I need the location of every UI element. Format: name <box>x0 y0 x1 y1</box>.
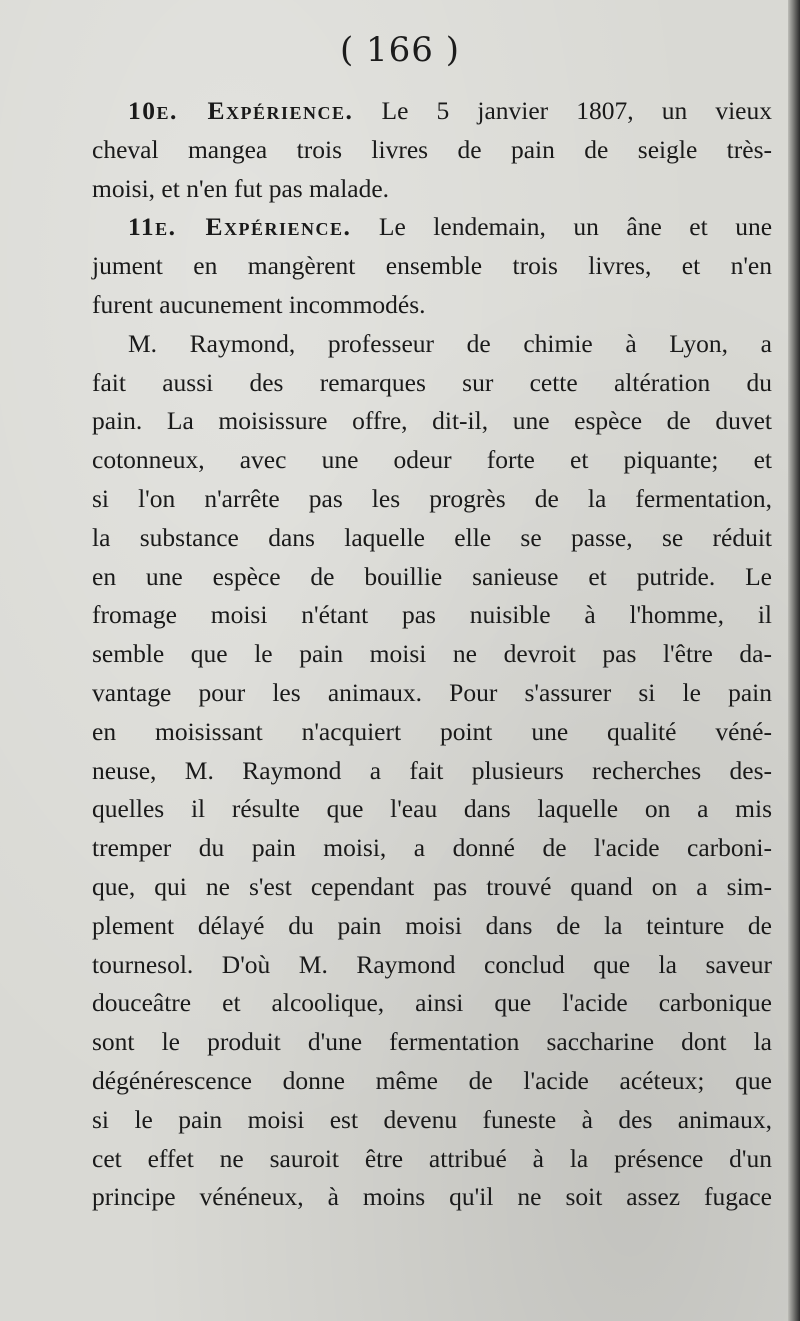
text-line: M. Raymond, professeur de chimie à Lyon, a <box>128 328 772 358</box>
page-number: ( 166 ) <box>339 30 461 70</box>
experiment-label: 10e. Expérience. <box>128 96 354 125</box>
text-line: en une espèce de bouillie sanieuse et putride. Le <box>92 561 772 591</box>
text-line: que, qui ne s'est cependant pas trouvé quand on a sim- <box>92 871 772 901</box>
text-line: neuse, M. Raymond a fait plusieurs recherches des- <box>92 755 772 785</box>
text-line: vantage pour les animaux. Pour s'assurer si le pain <box>92 677 772 707</box>
text-line: en moisissant n'acquiert point une qualité véné- <box>92 716 772 746</box>
text-line: pain. La moisissure offre, dit-il, une espèce de duvet <box>92 406 772 436</box>
text-line: tournesol. D'où M. Raymond conclud que la saveur <box>92 949 772 979</box>
text-line: plement délayé du pain moisi dans de la teinture de <box>92 910 772 940</box>
text-line: si l'on n'arrête pas les progrès de la fermentation, <box>92 483 772 513</box>
text-line: tremper du pain moisi, a donné de l'acide carboni- <box>92 833 772 863</box>
text-line: fait aussi des remarques sur cette altération du <box>92 367 772 397</box>
text-line: furent aucunement incommodés. <box>92 289 426 319</box>
page-edge <box>788 0 800 1321</box>
body-text <box>92 92 772 1217</box>
text-line: jument en mangèrent ensemble trois livres, et n'en <box>92 251 772 281</box>
text-line: cotonneux, avec une odeur forte et piquante; et <box>92 445 772 475</box>
text-line: fromage moisi n'étant pas nuisible à l'homme, il <box>92 600 772 630</box>
text-line: semble que le pain moisi ne devroit pas l'être da- <box>92 639 772 669</box>
text-line: 10e. Expérience. Le 5 janvier 1807, un vieux <box>128 96 772 125</box>
text-line: si le pain moisi est devenu funeste à des animaux, <box>92 1104 772 1134</box>
text-line: quelles il résulte que l'eau dans laquelle on a mis <box>92 794 772 824</box>
text-line: moisi, et n'en fut pas malade. <box>92 173 390 203</box>
text-line: principe vénéneux, à moins qu'il ne soit assez fugace <box>92 1182 772 1212</box>
text-line: dégénérescence donne même de l'acide acéteux; que <box>92 1065 772 1095</box>
text-line: 11e. Expérience. Le lendemain, un âne et une <box>128 212 773 242</box>
text-line: cheval mangea trois livres de pain de seigle très- <box>92 134 772 164</box>
text-line: douceâtre et alcoolique, ainsi que l'acide carbonique <box>92 988 772 1018</box>
text-line: cet effet ne sauroit être attribué à la présence d'un <box>92 1143 772 1173</box>
text-line: la substance dans laquelle elle se passe, se réduit <box>92 522 772 552</box>
text-line: sont le produit d'une fermentation saccharine dont la <box>92 1027 772 1057</box>
experiment-label: 11e. Expérience. <box>128 212 352 242</box>
